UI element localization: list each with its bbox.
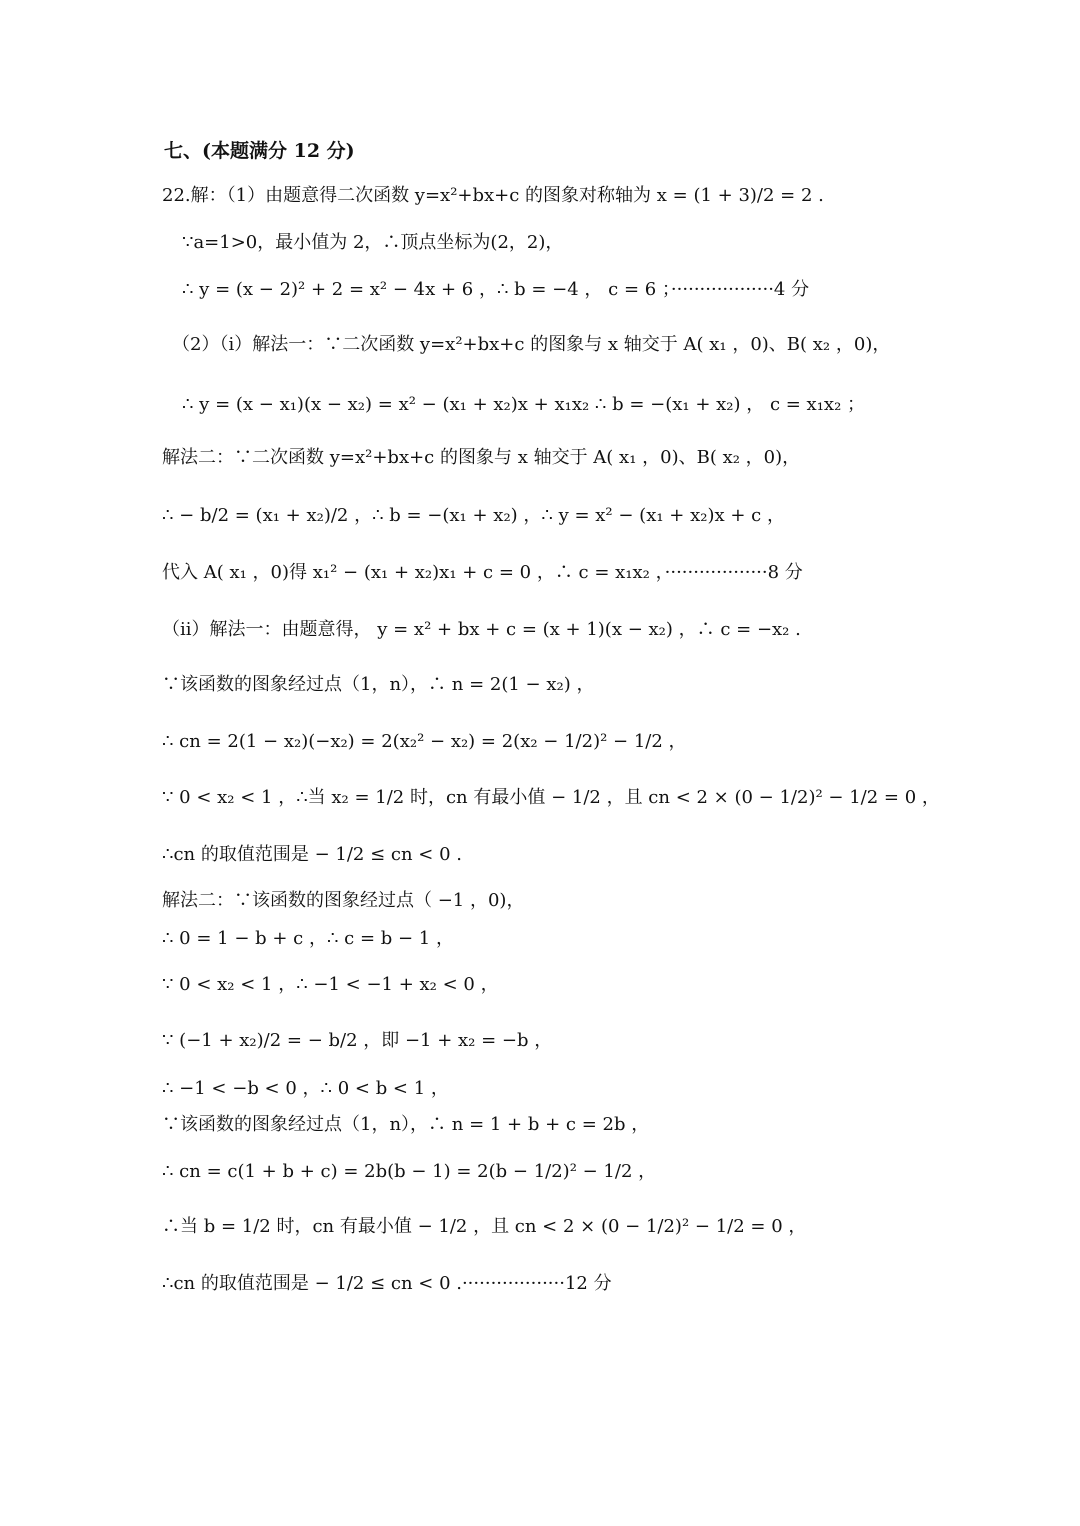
solution-line: 代入 A( x₁ ，0)得 x₁² − (x₁ + x₂)x₁ + c = 0 ，∴ c = x₁x₂ ，··················8 分	[162, 562, 803, 583]
solution-line: ∴ cn = c(1 + b + c) = 2b(b − 1) = 2(b − 1/2)² − 1/2 ，	[162, 1161, 657, 1182]
solution-line: ∵a=1>0，最小值为 2，∴顶点坐标为(2，2)，	[182, 232, 564, 253]
solution-line: ∴ 0 = 1 − b + c ，∴ c = b − 1 ，	[162, 928, 454, 949]
section-title: 七、(本题满分 12 分)	[164, 140, 355, 162]
solution-line: （2）（i）解法一：∵二次函数 y=x²+bx+c 的图象与 x 轴交于 A( x₁ ，0)、B( x₂ ，0)，	[172, 334, 891, 355]
solution-line: ∴ − b/2 = (x₁ + x₂)/2 ，∴ b = −(x₁ + x₂) ，∴ y = x² − (x₁ + x₂)x + c ，	[162, 505, 785, 526]
solution-line: ∵ 0 < x₂ < 1 ，∴当 x₂ = 1/2 时，cn 有最小值 − 1/2 ，且 cn < 2 × (0 − 1/2)² − 1/2 = 0 ，	[162, 787, 940, 808]
solution-line: （ii）解法一：由题意得， y = x² + bx + c = (x + 1)(x − x₂) ，∴ c = −x₂ .	[162, 619, 801, 640]
solution-line: ∵ (−1 + x₂)/2 = − b/2 ，即 −1 + x₂ = −b ，	[162, 1030, 553, 1051]
solution-line: ∵ 0 < x₂ < 1 ，∴ −1 < −1 + x₂ < 0 ，	[162, 974, 499, 995]
solution-line: 解法二：∵该函数的图象经过点（ −1 ，0)，	[162, 890, 525, 911]
solution-line: ∵该函数的图象经过点（1，n），∴ n = 2(1 − x₂) ，	[162, 674, 595, 695]
solution-line: ∴ cn = 2(1 − x₂)(−x₂) = 2(x₂² − x₂) = 2(x₂ − 1/2)² − 1/2 ，	[162, 731, 687, 752]
solution-line: 解法二：∵二次函数 y=x²+bx+c 的图象与 x 轴交于 A( x₁ ，0)、B( x₂ ，0)，	[162, 447, 801, 468]
solution-line: ∴ −1 < −b < 0 ，∴ 0 < b < 1 ，	[162, 1078, 449, 1099]
solution-line: ∴cn 的取值范围是 − 1/2 ≤ cn < 0 .··················12 分	[162, 1273, 612, 1294]
solution-line: ∴当 b = 1/2 时，cn 有最小值 − 1/2 ，且 cn < 2 × (0 − 1/2)² − 1/2 = 0 ，	[162, 1216, 807, 1237]
solution-line: ∵该函数的图象经过点（1，n），∴ n = 1 + b + c = 2b ，	[162, 1114, 650, 1135]
solution-line: ∴ y = (x − x₁)(x − x₂) = x² − (x₁ + x₂)x + x₁x₂ ∴ b = −(x₁ + x₂) ， c = x₁x₂ ；	[182, 394, 866, 415]
solution-line: 22.解：（1）由题意得二次函数 y=x²+bx+c 的图象对称轴为 x = (1 + 3)/2 = 2 .	[162, 185, 824, 206]
solution-line: ∴ y = (x − 2)² + 2 = x² − 4x + 6 ，∴ b = −4 ， c = 6 ；··················4 分	[182, 279, 810, 300]
solution-line: ∴cn 的取值范围是 − 1/2 ≤ cn < 0 .	[162, 844, 462, 865]
